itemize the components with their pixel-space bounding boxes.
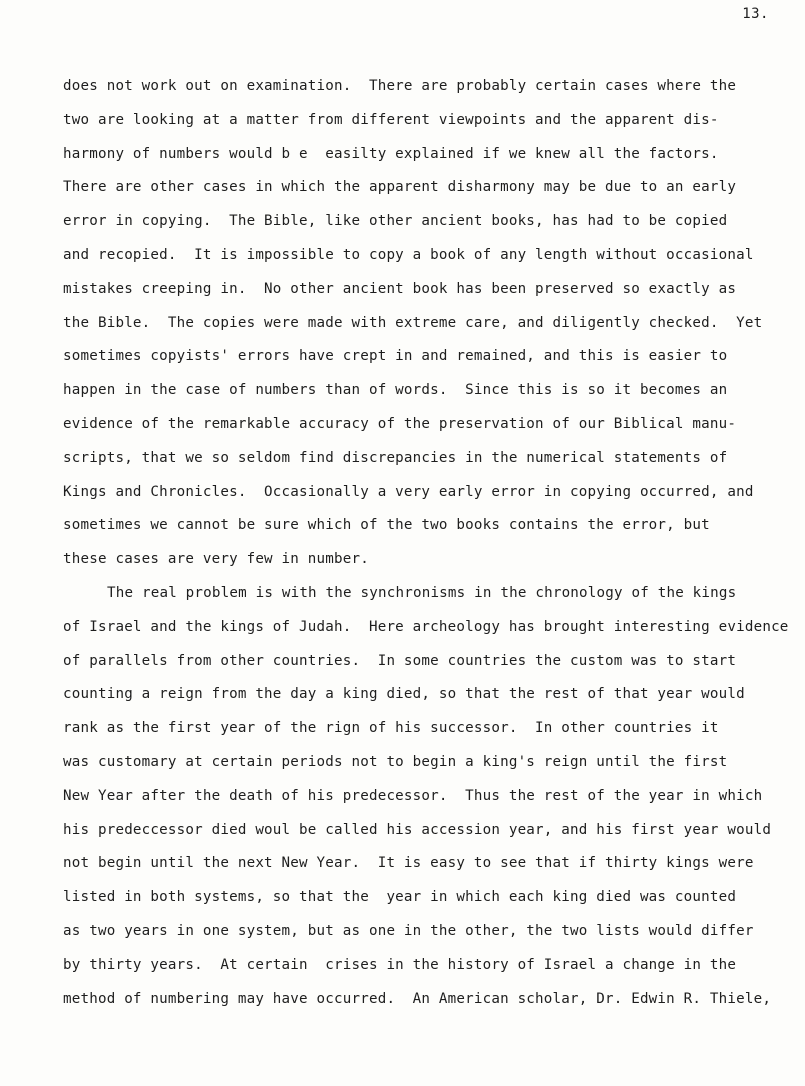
- text-line: his predeccessor died woul be called his accession year, and his first year would: [63, 821, 772, 838]
- text-line: listed in both systems, so that the year in which each king died was counted: [63, 889, 737, 906]
- text-line: by thirty years. At certain crises in the history of Israel a change in the: [63, 956, 737, 973]
- text-line: of Israel and the kings of Judah. Here archeology has brought interesting evidence: [63, 618, 789, 635]
- text-line: not begin until the next New Year. It is easy to see that if thirty kings were: [63, 855, 754, 872]
- body-text: [63, 76, 789, 1022]
- text-line: mistakes creeping in. No other ancient book has been preserved so exactly as: [63, 280, 737, 297]
- text-line: error in copying. The Bible, like other ancient books, has had to be copied: [63, 213, 728, 230]
- text-line: rank as the first year of the rign of his successor. In other countries it: [63, 720, 719, 737]
- text-line: The real problem is with the synchronisms in the chronology of the kings: [107, 584, 737, 601]
- text-line: as two years in one system, but as one in the other, the two lists would differ: [63, 922, 754, 939]
- paragraph: [63, 583, 789, 1022]
- text-line: and recopied. It is impossible to copy a book of any length without occasional: [63, 246, 754, 263]
- text-line: sometimes copyists' errors have crept in and remained, and this is easier to: [63, 348, 728, 365]
- text-line: harmony of numbers would b e easilty explained if we knew all the factors.: [63, 145, 719, 162]
- text-line: was customary at certain periods not to begin a king's reign until the first: [63, 753, 728, 770]
- text-line: New Year after the death of his predecessor. Thus the rest of the year in which: [63, 787, 763, 804]
- text-line: method of numbering may have occurred. An American scholar, Dr. Edwin R. Thiele,: [63, 990, 772, 1007]
- text-line: evidence of the remarkable accuracy of the preservation of our Biblical manu-: [63, 415, 737, 432]
- text-line: scripts, that we so seldom find discrepancies in the numerical statements of: [63, 449, 728, 466]
- text-line: counting a reign from the day a king died, so that the rest of that year would: [63, 686, 745, 703]
- text-line: of parallels from other countries. In some countries the custom was to start: [63, 652, 737, 669]
- text-line: these cases are very few in number.: [63, 551, 369, 568]
- text-line: does not work out on examination. There are probably certain cases where the: [63, 78, 737, 94]
- paragraph: [63, 76, 775, 583]
- text-line: happen in the case of numbers than of words. Since this is so it becomes an: [63, 382, 728, 399]
- text-line: Kings and Chronicles. Occasionally a very early error in copying occurred, and: [63, 483, 754, 500]
- text-line: There are other cases in which the apparent disharmony may be due to an early: [63, 179, 737, 196]
- text-line: sometimes we cannot be sure which of the two books contains the error, but: [63, 517, 710, 534]
- text-line: the Bible. The copies were made with extreme care, and diligently checked. Yet: [63, 314, 763, 331]
- text-line: two are looking at a matter from different viewpoints and the apparent dis-: [63, 111, 719, 128]
- page-number: 13.: [742, 6, 769, 22]
